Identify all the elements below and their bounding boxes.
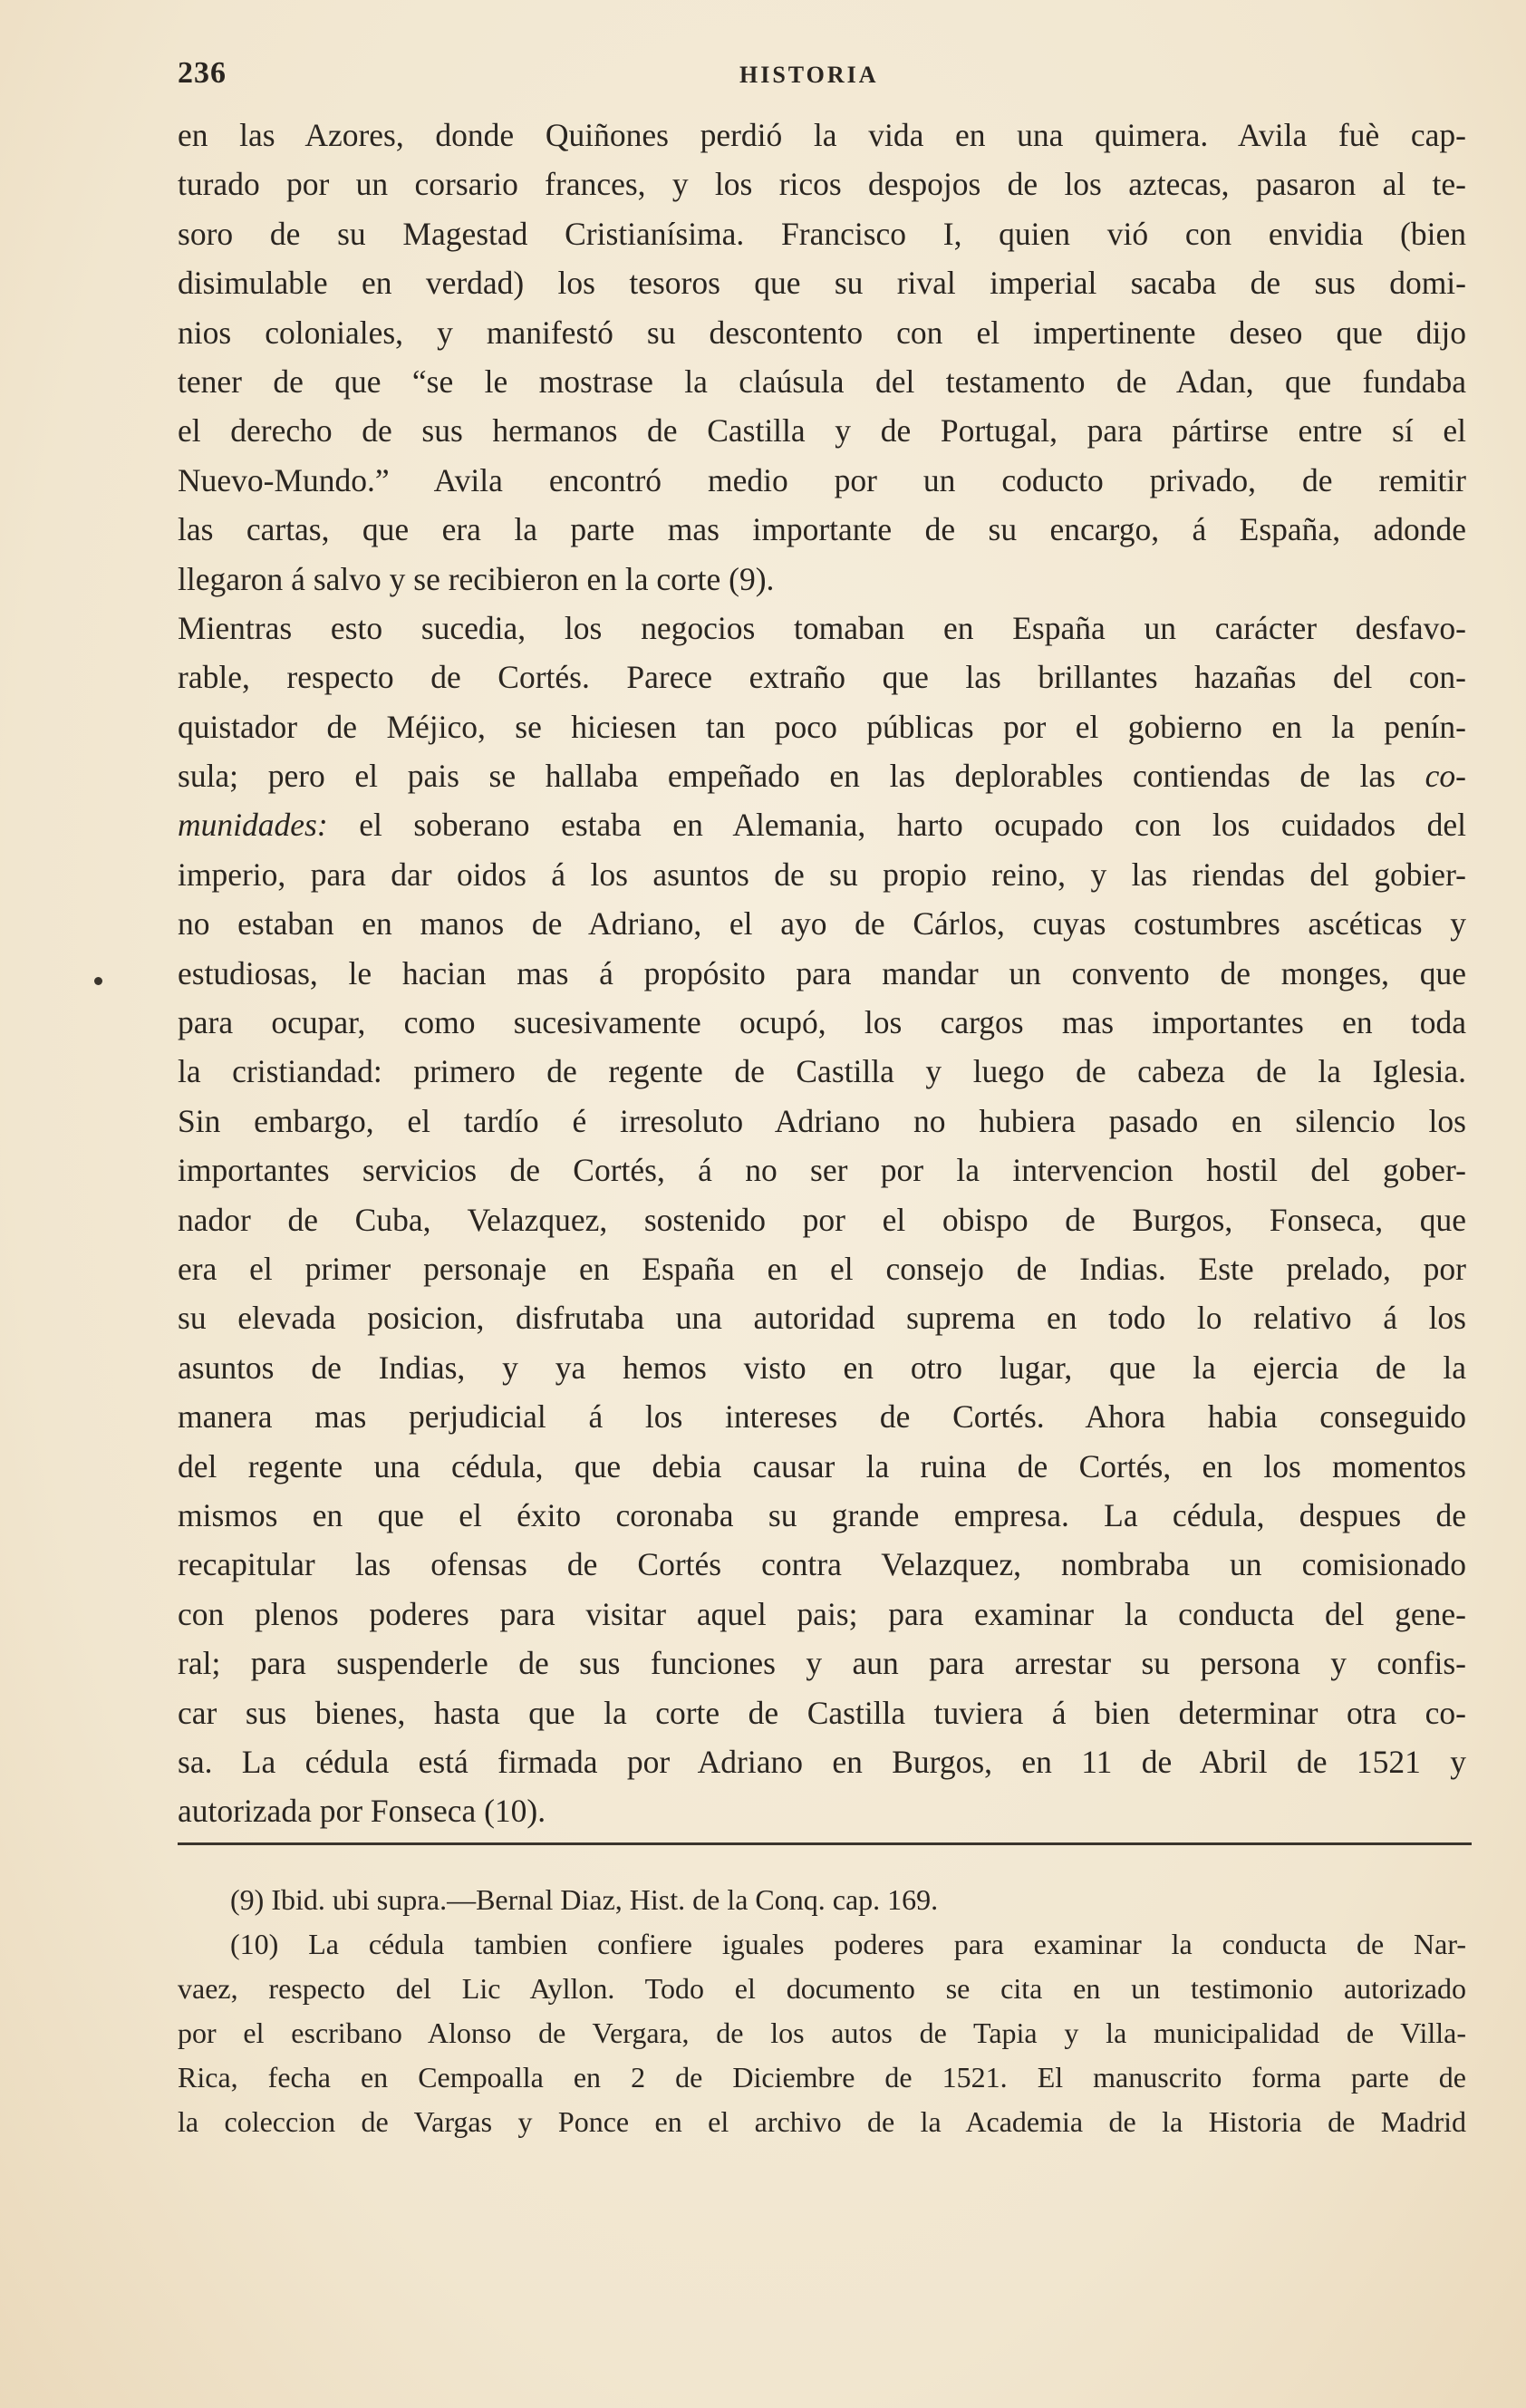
text-line: asuntos de Indias, y ya hemos visto en otro lugar, que la ejercia de la [178, 1349, 1466, 1386]
text-line: Nuevo-Mundo.” Avila encontró medio por un coducto privado, de remitir [178, 461, 1466, 498]
text-line: mismos en que el éxito coronaba su grande empresa. La cédula, despues de [178, 1496, 1466, 1533]
text-line: manera mas perjudicial á los intereses de Cortés. Ahora habia conseguido [178, 1398, 1466, 1436]
text-line: no estaban en manos de Adriano, el ayo de Cárlos, cuyas costumbres ascéticas y [178, 905, 1466, 943]
text-line: tener de que “se le mostrase la claúsula del testamento de Adan, que fundaba [178, 363, 1466, 400]
page-header [178, 56, 1464, 102]
text-line: sa. La cédula está firmada por Adriano en Burgos, en 11 de Abril de 1521 y [178, 1743, 1466, 1780]
text-line: nador de Cuba, Velazquez, sostenido por el obispo de Burgos, Fonseca, que [178, 1201, 1466, 1238]
text-line: llegaron á salvo y se recibieron en la corte (9). [178, 560, 775, 597]
footnote-9: (9) Ibid. ubi supra.—Bernal Diaz, Hist. de la Conq. cap. 169. [230, 1883, 939, 1916]
text-line: era el primer personaje en España en el consejo de Indias. Este prelado, por [178, 1250, 1466, 1287]
text-line: su elevada posicion, disfrutaba una autoridad suprema en todo lo relativo á los [178, 1300, 1466, 1337]
text-line: car sus bienes, hasta que la corte de Castilla tuviera á bien determinar otra co- [178, 1694, 1466, 1731]
text-line: para ocupar, como sucesivamente ocupó, los cargos mas importantes en toda [178, 1004, 1466, 1041]
text-line-with-italic [178, 751, 1466, 800]
text-line: soro de su Magestad Cristianísima. Francisco I, quien vió con envidia (bien [178, 215, 1466, 252]
text-fragment: el soberano estaba en Alemania, harto ocupado con los cuidados del [359, 807, 1466, 844]
text-line: autorizada por Fonseca (10). [178, 1793, 546, 1830]
text-line: imperio, para dar oidos á los asuntos de su propio reino, y las riendas del gobier- [178, 856, 1466, 893]
text-line: la cristiandad: primero de regente de Castilla y luego de cabeza de la Iglesia. [178, 1053, 1466, 1090]
text-line: quistador de Méjico, se hiciesen tan poco públicas por el gobierno en la penín- [178, 708, 1466, 745]
text-line: importantes servicios de Cortés, á no ser por la intervencion hostil del gober- [178, 1152, 1466, 1189]
footnote-divider [178, 1842, 1472, 1845]
text-line: ral; para suspenderle de sus funciones y aun para arrestar su persona y confis- [178, 1645, 1466, 1682]
text-line: estudiosas, le hacian mas á propósito para mandar un convento de monges, que [178, 954, 1466, 991]
footnote-10-line: (10) La cédula tambien confiere iguales poderes para examinar la conducta de Nar- [230, 1928, 1466, 1960]
main-text [178, 111, 1466, 1836]
text-line: del regente una cédula, que debia causar la ruina de Cortés, en los momentos [178, 1447, 1466, 1484]
text-line: turado por un corsario frances, y los ricos despojos de los aztecas, pasaron al te- [178, 166, 1466, 203]
footnotes [178, 1878, 1466, 2144]
footnote-10-line: vaez, respecto del Lic Ayllon. Todo el documento se cita en un testimonio autorizado [178, 1972, 1466, 2005]
text-line: Sin embargo, el tardío é irresoluto Adriano no hubiera pasado en silencio los [178, 1102, 1466, 1139]
text-line: nios coloniales, y manifestó su descontento con el impertinente deseo que dijo [178, 314, 1466, 351]
text-line: recapitular las ofensas de Cortés contra Velazquez, nombraba un comisionado [178, 1546, 1466, 1583]
text-line: las cartas, que era la parte mas importante de su encargo, á España, adonde [178, 511, 1466, 548]
text-fragment: sula; pero el pais se hallaba empeñado en las deplorables contiendas de las [178, 758, 1396, 795]
text-line-with-italic [178, 800, 1466, 849]
running-head: HISTORIA [739, 62, 879, 88]
text-line: con plenos poderes para visitar aquel pais; para examinar la conducta del gene- [178, 1595, 1466, 1632]
margin-mark [94, 977, 102, 985]
footnote-10-line: la coleccion de Vargas y Ponce en el archivo de la Academia de la Historia de Madrid [178, 2105, 1466, 2138]
italic-fragment: munidades: [178, 807, 328, 844]
footnote-10-line: por el escribano Alonso de Vergara, de los autos de Tapia y la municipalidad de Villa- [178, 2016, 1466, 2049]
text-line: disimulable en verdad) los tesoros que su rival imperial sacaba de sus domi- [178, 265, 1466, 302]
footnote-10-line: Rica, fecha en Cempoalla en 2 de Diciembre de 1521. El manuscrito forma parte de [178, 2061, 1466, 2094]
page-number: 236 [178, 56, 227, 90]
text-line: en las Azores, donde Quiñones perdió la vida en una quimera. Avila fuè cap- [178, 117, 1466, 153]
text-line: el derecho de sus hermanos de Castilla y de Portugal, para pártirse entre sí el [178, 412, 1466, 450]
text-line: Mientras esto sucedia, los negocios tomaban en España un carácter desfavo- [178, 609, 1466, 646]
text-line: rable, respecto de Cortés. Parece extraño que las brillantes hazañas del con- [178, 659, 1466, 696]
italic-fragment: co- [1425, 758, 1466, 795]
